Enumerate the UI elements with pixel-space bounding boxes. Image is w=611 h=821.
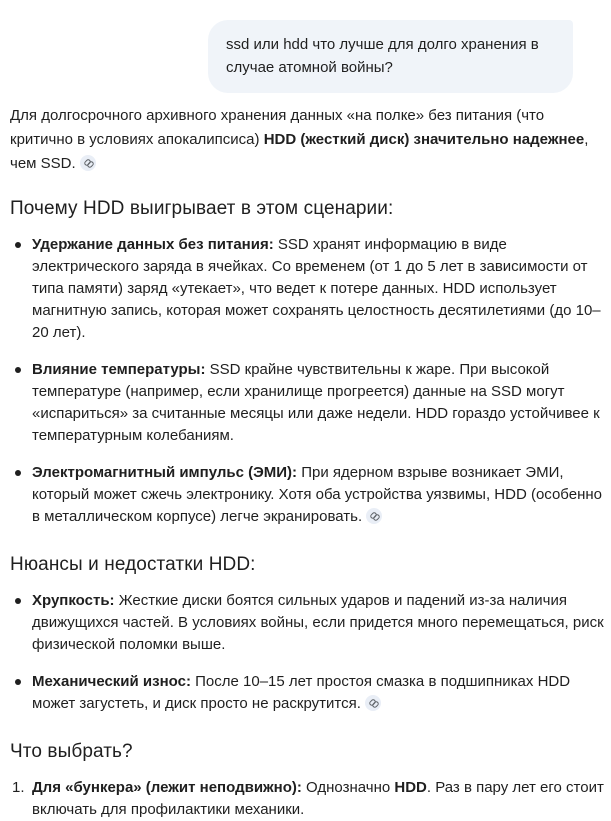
section-heading-why: Почему HDD выигрывает в этом сценарии:	[10, 198, 394, 219]
item-title: Хрупкость:	[32, 592, 115, 609]
section-heading-nuances: Нюансы и недостатки HDD:	[10, 554, 256, 575]
user-message-text: ssd или hdd что лучше для долго хранения в случае атомной войны?	[226, 36, 539, 76]
item-text: При ядерном взрыве возникает ЭМИ, который может сжечь электронику. Хотя оба устройства уязвимы, HDD (особенно в металлическом корпусе) легче экранировать.	[32, 464, 602, 525]
item-title: Механический износ:	[32, 673, 191, 690]
item-text: SSD хранят информацию в виде электрического заряда в ячейках. Со временем (от 1 до 5 лет в зависимости от типа памяти) заряд «утекает», что ведет к потере данных. HDD использует магнитную запись, которая может сохранять целостность десятилетиями (до 10–20 лет).	[32, 236, 601, 341]
item-bold-hdd: HDD	[394, 779, 427, 796]
item-number: 1.	[12, 779, 25, 796]
list-item	[10, 590, 605, 656]
bullet-dot-icon	[15, 598, 21, 604]
intro-text-end: , чем SSD.	[10, 131, 589, 172]
intro-bold: HDD (жесткий диск) значительно надежнее	[263, 131, 585, 148]
item-title: Влияние температуры:	[32, 361, 206, 378]
nuances-list	[10, 590, 605, 715]
intro-paragraph	[10, 104, 605, 176]
choose-list	[10, 777, 605, 821]
bullet-dot-icon	[15, 679, 21, 685]
item-text: Однозначно	[301, 779, 395, 796]
citation-link-icon[interactable]	[365, 695, 381, 711]
item-text: SSD крайне чувствительны к жаре. При высокой температуре (например, если хранилище прогреется) данные на SSD могут «испариться» за считанные месяцы или даже недели. HDD гораздо устойчивее к температурным колебаниям.	[32, 361, 600, 444]
citation-link-icon[interactable]	[80, 155, 96, 171]
list-item	[10, 777, 605, 821]
list-item	[10, 234, 605, 344]
item-title: Удержание данных без питания:	[32, 236, 274, 253]
bullet-dot-icon	[15, 367, 21, 373]
item-text-end: . Раз в пару лет его стоит включать для профилактики механики.	[32, 779, 604, 818]
intro-text-start: Для долгосрочного архивного хранения данных «на полке» без питания (что критично в условиях апокалипсиса)	[10, 107, 545, 148]
assistant-response	[10, 104, 605, 821]
list-item	[10, 671, 605, 715]
item-title: Электромагнитный импульс (ЭМИ):	[32, 464, 298, 481]
item-text: После 10–15 лет простоя смазка в подшипниках HDD может загустеть, и диск просто не раскрутится.	[32, 673, 571, 712]
item-title: Для «бункера» (лежит неподвижно):	[32, 779, 302, 796]
item-text: Жесткие диски боятся сильных ударов и падений из-за наличия движущихся частей. В условиях войны, если придется много перемещаться, риск физической поломки выше.	[32, 592, 604, 653]
user-message-bubble	[208, 20, 573, 93]
citation-link-icon[interactable]	[366, 508, 382, 524]
section-heading-choose: Что выбрать?	[10, 741, 133, 762]
why-list	[10, 234, 605, 528]
list-item	[10, 359, 605, 447]
bullet-dot-icon	[15, 242, 21, 248]
list-item	[10, 462, 605, 528]
bullet-dot-icon	[15, 470, 21, 476]
